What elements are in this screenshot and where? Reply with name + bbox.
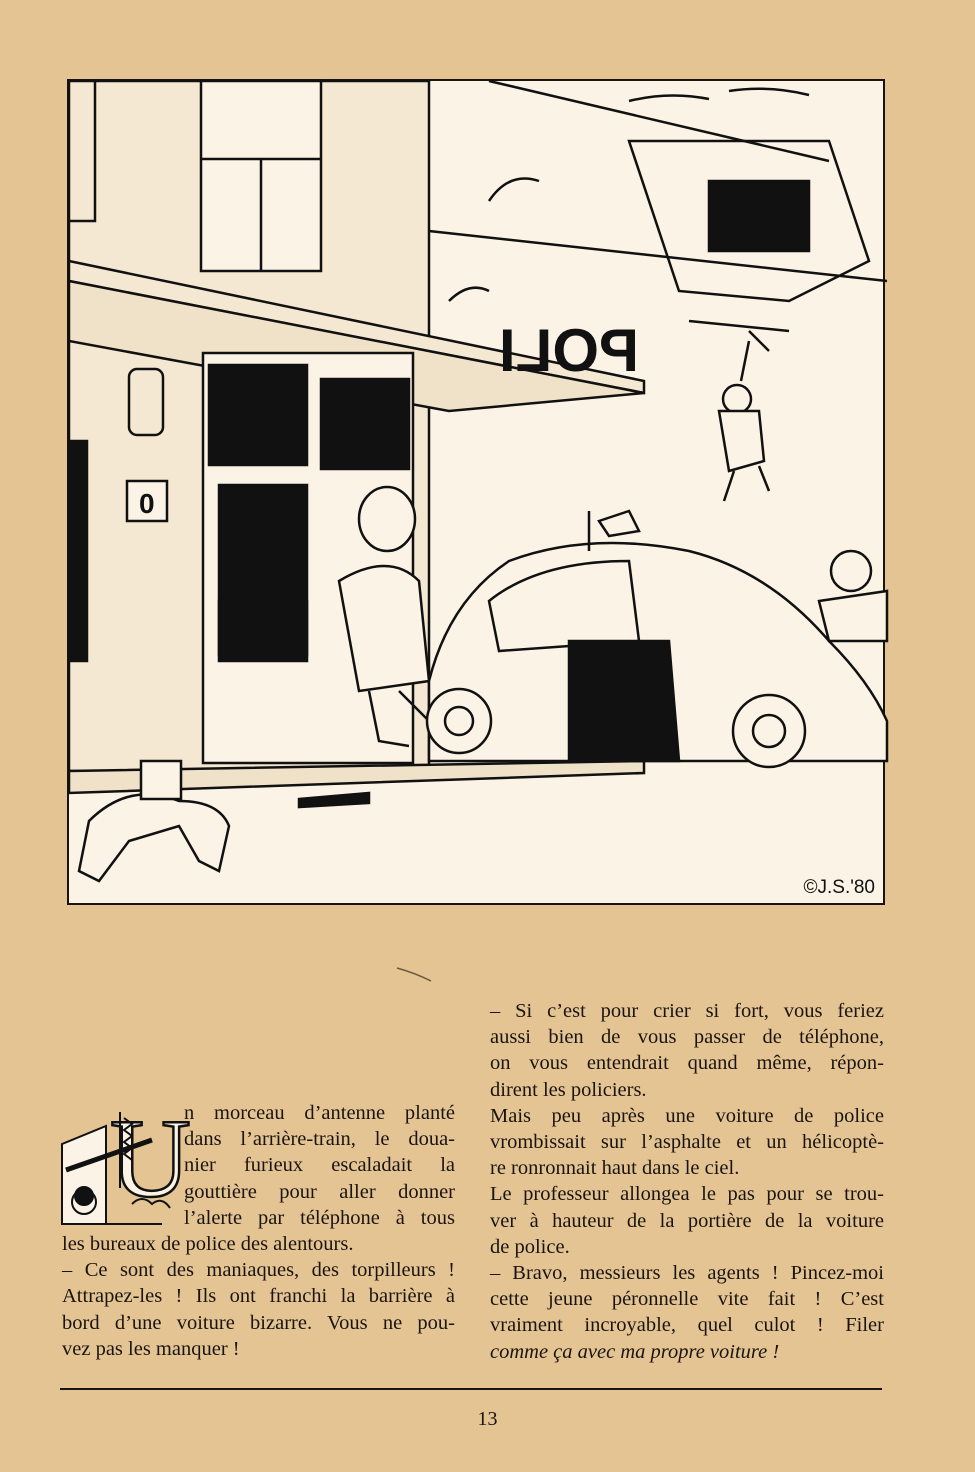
paragraph-line: bord d’une voiture bizarre. Vous ne pou- bbox=[62, 1311, 455, 1334]
paragraph-line: – Si c’est pour crier si fort, vous feriez bbox=[490, 1000, 884, 1022]
paragraph-line: n morceau d’antenne planté bbox=[184, 1102, 455, 1124]
page-number: 13 bbox=[477, 1408, 498, 1430]
paragraph-line: Le professeur allongea le pas pour se trou- bbox=[490, 1183, 884, 1206]
illustration-drawing bbox=[69, 81, 887, 907]
paragraph-line: aussi bien de vous passer de téléphone, bbox=[490, 1026, 884, 1049]
customs-officer bbox=[359, 487, 415, 551]
paragraph-line: re ronronnait haut dans le ciel. bbox=[490, 1157, 740, 1180]
car-door bbox=[569, 641, 679, 761]
dropcap-letter: U bbox=[110, 1097, 191, 1221]
paragraph-line: vraiment incroyable, quel culot ! Filer bbox=[490, 1314, 884, 1337]
comic-illustration bbox=[67, 79, 885, 905]
paragraph-line: nier furieux escaladait la bbox=[184, 1154, 455, 1177]
police-sign: POLI bbox=[498, 317, 639, 384]
paragraph-line: l’alerte par téléphone à tous bbox=[184, 1206, 455, 1229]
hanging-man bbox=[723, 385, 751, 413]
paragraph-line-italic: comme ça avec ma propre voiture ! bbox=[490, 1340, 780, 1363]
wall-lamp bbox=[129, 369, 163, 435]
footer-rule bbox=[60, 1388, 882, 1390]
paragraph-line: les bureaux de police des alentours. bbox=[62, 1233, 354, 1256]
paragraph-line: ver à hauteur de la portière de la voiture bbox=[490, 1209, 884, 1232]
paragraph-line: vrombissait sur l’asphalte et un hélicoptè- bbox=[490, 1131, 884, 1154]
ink-smudge bbox=[395, 965, 435, 985]
paragraph-line: cette jeune péronnelle vite fait ! C’est bbox=[490, 1288, 884, 1311]
paragraph-line: – Ce sont des maniaques, des torpilleurs ! bbox=[62, 1259, 455, 1282]
policeman bbox=[831, 551, 871, 591]
text-column-left bbox=[62, 1100, 455, 1362]
paragraph-line: – Bravo, messieurs les agents ! Pincez-moi bbox=[490, 1262, 884, 1285]
dog bbox=[79, 794, 229, 881]
paragraph-line: Mais peu après une voiture de police bbox=[490, 1104, 884, 1127]
paragraph-line: vez pas les manquer ! bbox=[62, 1337, 240, 1360]
paragraph-line: Attrapez-les ! Ils ont franchi la barrière à bbox=[62, 1285, 455, 1308]
paragraph-line: de police. bbox=[490, 1235, 570, 1258]
paragraph-line: gouttière pour aller donner bbox=[184, 1180, 455, 1203]
artist-signature: ©J.S.'80 bbox=[803, 877, 875, 898]
paragraph-line: dans l’arrière-train, le doua- bbox=[184, 1128, 455, 1151]
door-number: 0 bbox=[139, 488, 155, 519]
paragraph-line: dirent les policiers. bbox=[490, 1078, 647, 1101]
text-column-right bbox=[490, 998, 884, 1365]
paragraph-line: on vous entendrait quand même, répon- bbox=[490, 1052, 884, 1075]
